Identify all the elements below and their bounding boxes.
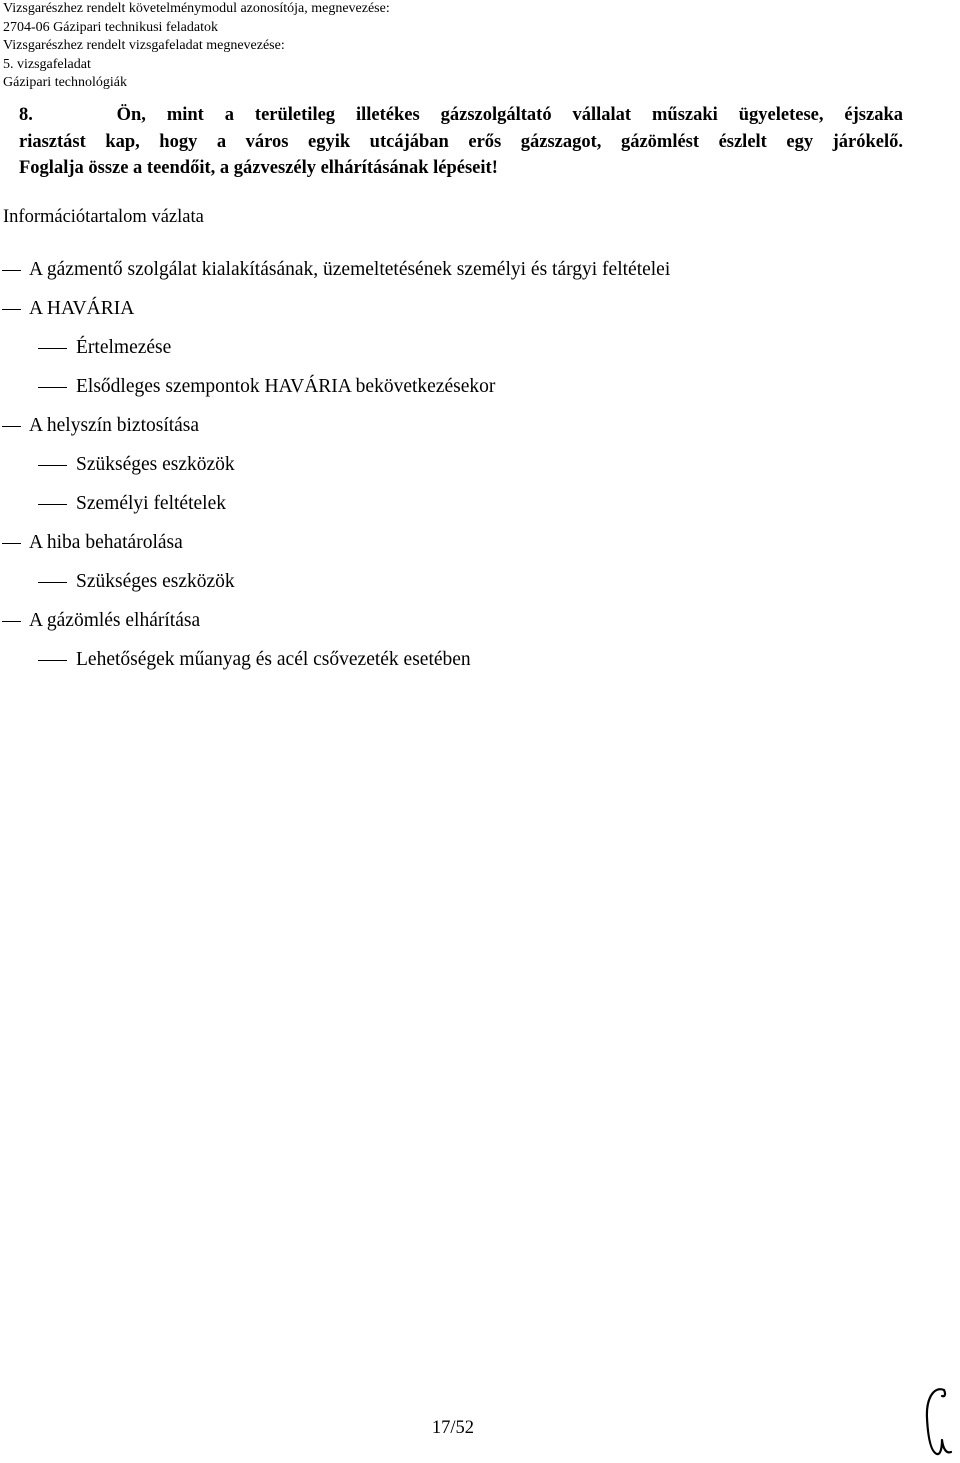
header-task-name: Gázipari technológiák	[3, 75, 128, 90]
outline-list	[0, 257, 960, 686]
outline-subitem-label: Személyi feltételek	[76, 493, 226, 514]
header-task-number: 5. vizsgafeladat	[3, 56, 91, 72]
outline-item-label: A hiba behatárolása	[29, 532, 183, 553]
dash-bullet	[2, 309, 21, 310]
page-number: 17/52	[431, 1418, 475, 1438]
outline-subitem	[0, 491, 960, 530]
outline-item	[0, 530, 960, 569]
outline-title: Információtartalom vázlata	[3, 207, 204, 227]
task-statement	[19, 102, 903, 182]
header-module-name: 2704-06 Gázipari technikusi feladatok	[3, 19, 218, 35]
outline-item	[0, 296, 960, 335]
outline-subitem	[0, 374, 960, 413]
document-header	[3, 0, 390, 93]
outline-item-label: A helyszín biztosítása	[29, 415, 200, 436]
dash-bullet	[2, 621, 21, 622]
header-task-label: Vizsgarészhez rendelt vizsgafeladat megnevezése:	[3, 38, 285, 53]
dash-bullet	[38, 504, 67, 505]
dash-bullet	[2, 426, 21, 427]
outline-subitem-label: Értelmezése	[76, 337, 172, 358]
outline-subitem	[0, 335, 960, 374]
outline-subitem-label: Lehetőségek műanyag és acél csővezeték esetében	[76, 649, 471, 670]
task-line-1: 8. Ön, mint a területileg illetékes gázszolgáltató vállalat műszaki ügyeletese, éjszaka	[19, 105, 903, 125]
signature-initials	[922, 1384, 956, 1460]
dash-bullet	[2, 270, 21, 271]
dash-bullet	[38, 660, 67, 661]
outline-item-label: A gázömlés elhárítása	[29, 610, 201, 631]
outline-subitem	[0, 647, 960, 686]
outline-item	[0, 608, 960, 647]
outline-subitem-label: Elsődleges szempontok HAVÁRIA bekövetkezésekor	[76, 376, 496, 397]
outline-item-label: A HAVÁRIA	[29, 298, 135, 319]
outline-item	[0, 413, 960, 452]
header-module-label: Vizsgarészhez rendelt követelménymodul azonosítója, megnevezése:	[3, 1, 390, 16]
dash-bullet	[2, 543, 21, 544]
dash-bullet	[38, 387, 67, 388]
dash-bullet	[38, 582, 67, 583]
outline-subitem	[0, 569, 960, 608]
outline-item	[0, 257, 960, 296]
dash-bullet	[38, 465, 67, 466]
dash-bullet	[38, 348, 67, 349]
task-line-2: riasztást kap, hogy a város egyik utcájában erős gázszagot, gázömlést észlelt egy járókelő.	[19, 131, 903, 152]
outline-subitem-label: Szükséges eszközök	[76, 571, 235, 592]
outline-subitem	[0, 452, 960, 491]
task-line-3: Foglalja össze a teendőit, a gázveszély elhárításának lépéseit!	[19, 158, 498, 178]
outline-subitem-label: Szükséges eszközök	[76, 454, 235, 475]
outline-item-label: A gázmentő szolgálat kialakításának, üzemeltetésének személyi és tárgyi feltételei	[29, 259, 671, 280]
